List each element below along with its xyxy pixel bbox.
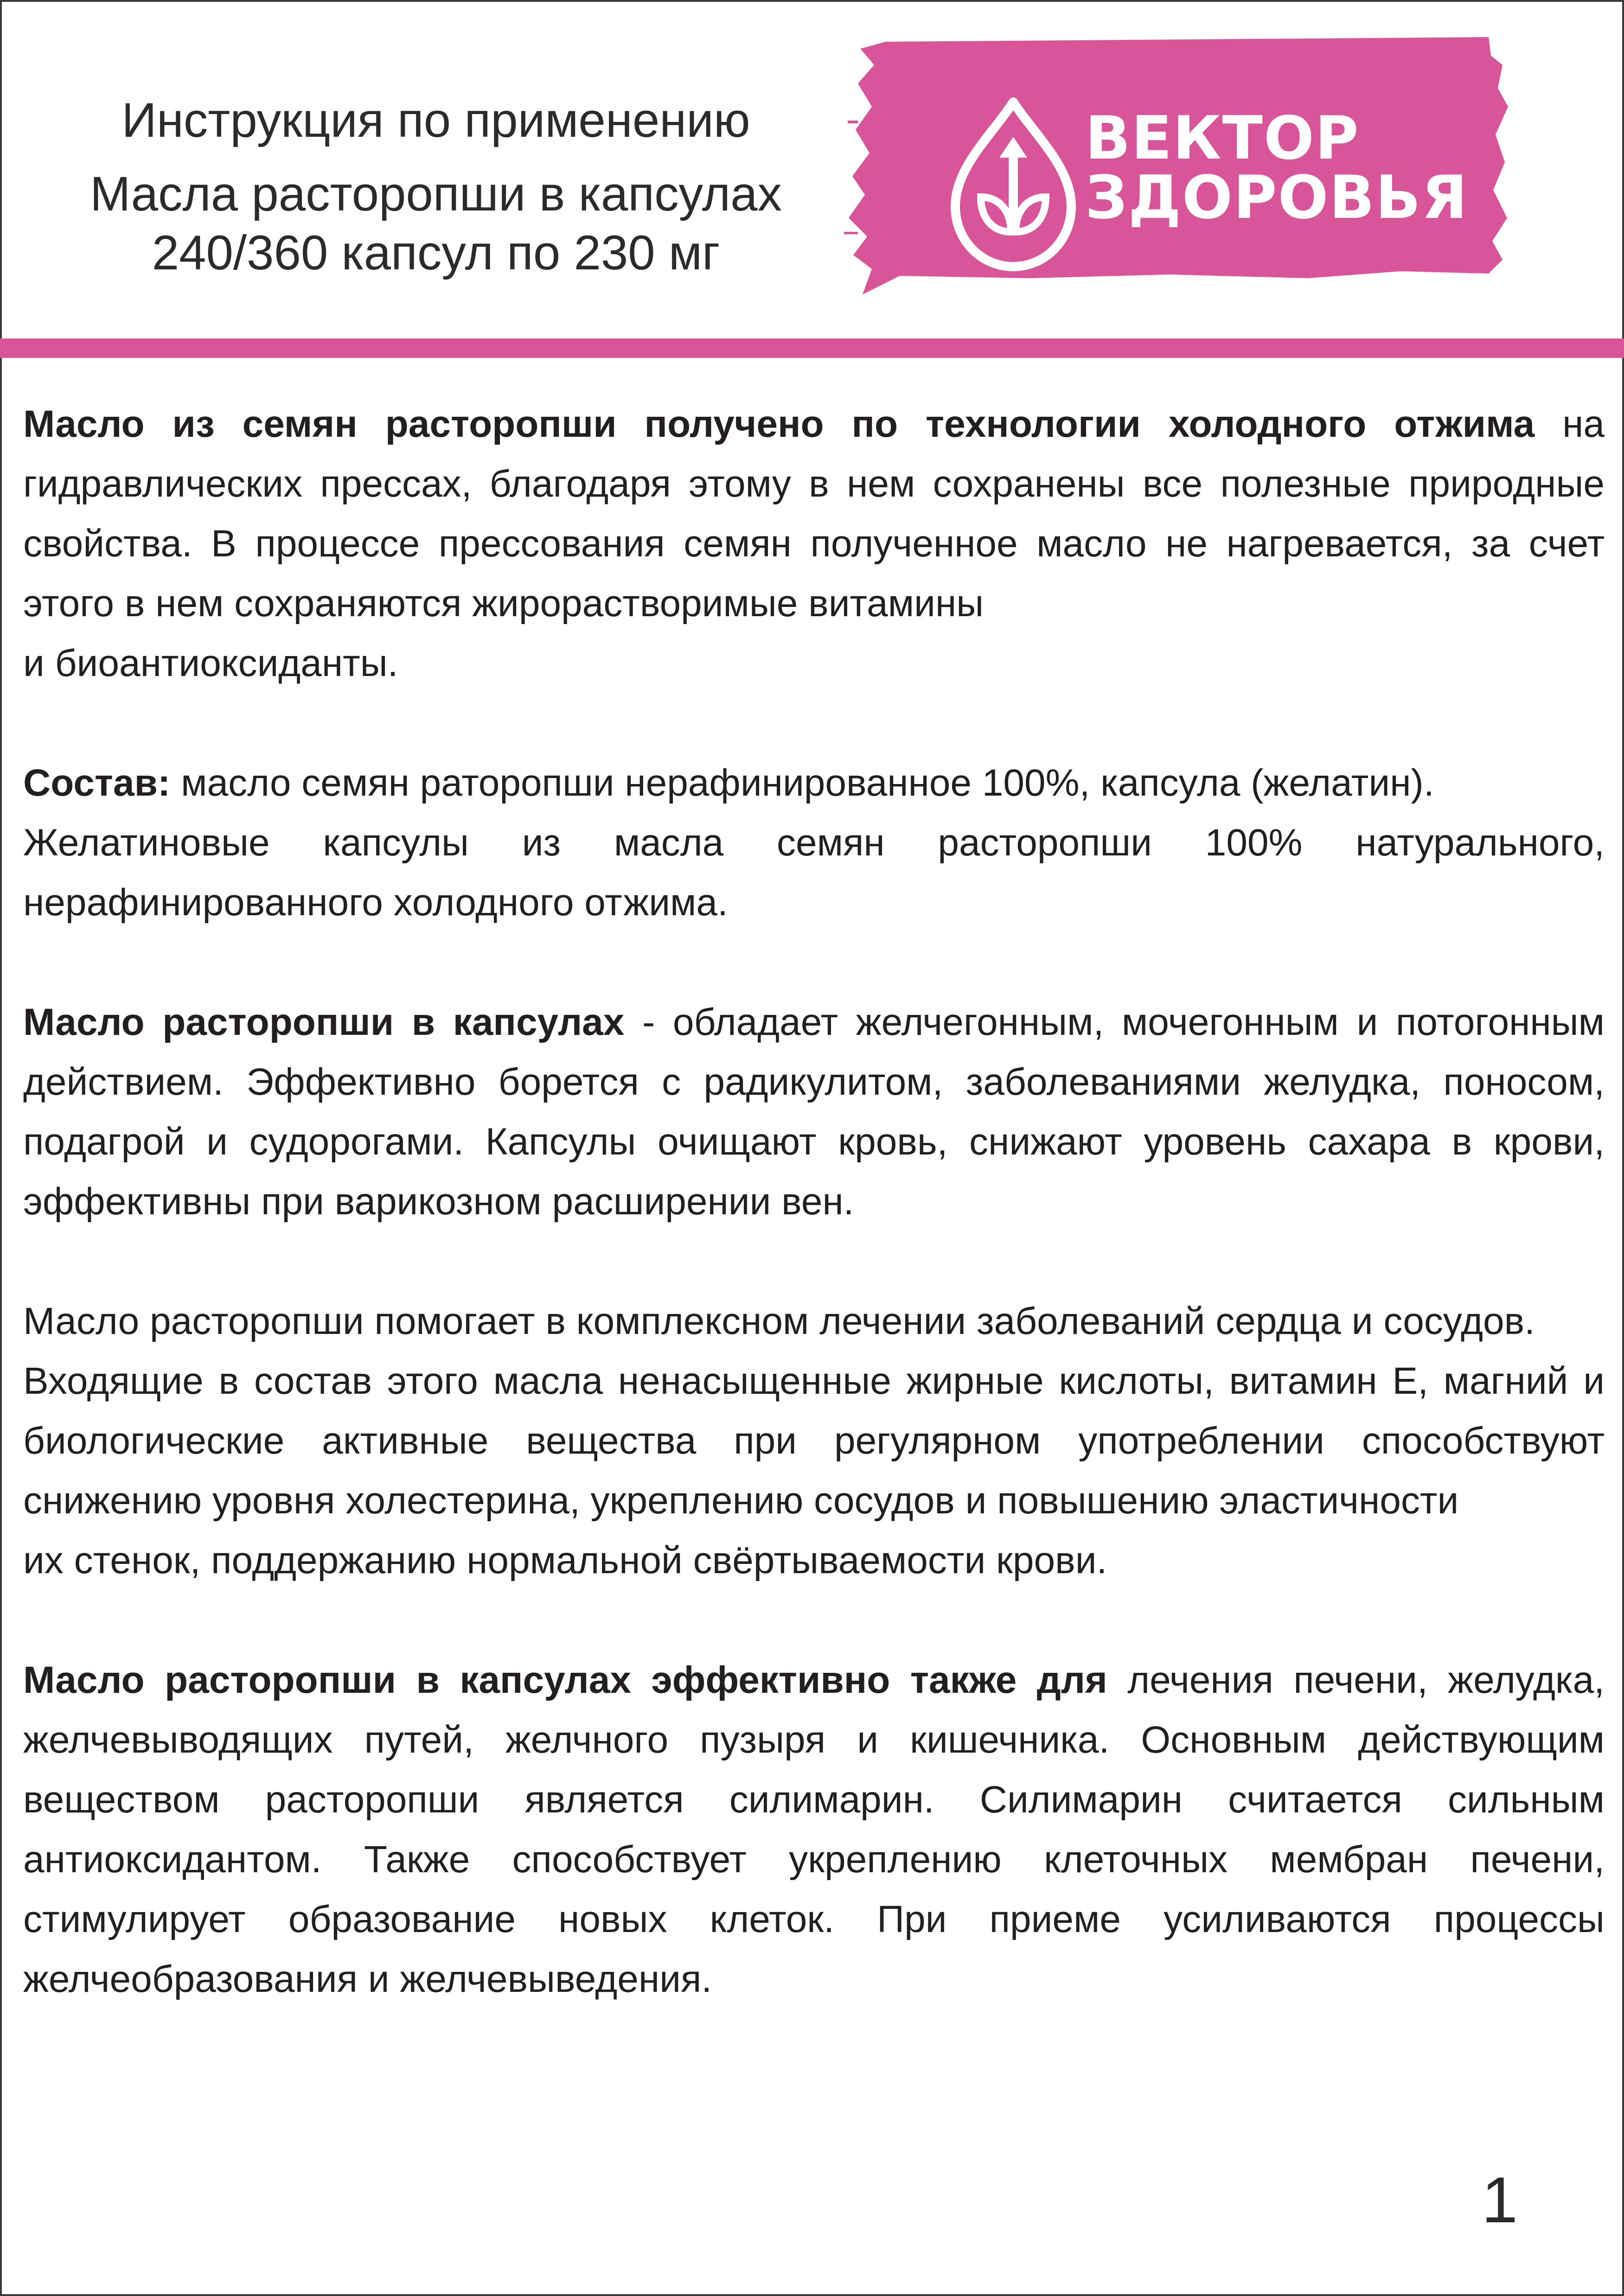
brand-name <box>1085 104 1469 232</box>
header-divider <box>0 338 1624 358</box>
drop-leaf-arrow-icon <box>937 93 1090 278</box>
product-package: 240/360 капсул по 230 мг <box>152 226 720 280</box>
paragraph-heart: Масло расторопши помогает в комплексном лечении заболеваний сердца и сосудов. <box>23 1300 1535 1342</box>
paragraph-production <box>23 394 1605 633</box>
paragraph-liver <box>23 1650 1605 2009</box>
paragraph-production-tail: и биоантиоксиданты. <box>23 642 398 684</box>
paragraph-composition-bold: Состав: <box>23 762 171 804</box>
brand-logo <box>844 37 1512 297</box>
brand-name-line1: ВЕКТОР <box>1085 104 1360 173</box>
document-title: Инструкция по применению <box>121 93 750 147</box>
product-name: Масла расторопши в капсулах <box>90 167 782 221</box>
paragraph-production-text: на гидравлических прессах, благодаря этому в нем сохранены все полезные природные свойства. В процессе прессования семян полученное масло не нагревается, за счет этого в нем сохраняются жирорастворимые витамины <box>23 403 1605 625</box>
paragraph-composition <box>23 753 1605 813</box>
paragraph-capsules: Желатиновые капсулы из масла семян расторопши 100% натурального, нерафинированного холодного отжима. <box>23 822 1605 924</box>
paragraph-action-text: - обладает желчегонным, мочегонным и потогонным действием. Эффективно борется с радикулитом, заболеваниями желудка, поносом, подагрой и судорогами. Капсулы очищают кровь, снижают уровень сахара в крови, эффективны при варикозном расширении вен. <box>23 1001 1605 1223</box>
paragraph-production-bold: Масло из семян расторопши получено по технологии холодного отжима <box>23 403 1535 445</box>
paragraph-liver-text: лечения печени, желудка, желчевыводящих путей, желчного пузыря и кишечника. Основным действующим веществом расторопши является силимарин. Силимарин считается сильным антиоксидантом. Также способствует укреплению клеточных мембран печени, стимулирует образование новых клеток. При приеме усиливаются процессы желчеобразования и желчевыведения. <box>23 1659 1605 2000</box>
paragraph-acids: Входящие в состав этого масла ненасыщенные жирные кислоты, витамин Е, магний и биологические активные вещества при регулярном употреблении способствуют снижению уровня холестерина, укреплению сосудов и повышению эластичности <box>23 1360 1605 1522</box>
paragraph-liver-bold: Масло расторопши в капсулах эффективно также для <box>23 1659 1107 1701</box>
document-header <box>42 86 830 282</box>
page-number: 1 <box>1482 2163 1518 2236</box>
brand-name-line2: ЗДОРОВЬЯ <box>1085 163 1469 232</box>
paragraph-composition-text: масло семян раторопши нерафинированное 100%, капсула (желатин). <box>170 762 1434 804</box>
document-body <box>23 394 1605 2009</box>
paragraph-action-bold: Масло расторопши в капсулах <box>23 1001 625 1043</box>
paragraph-action <box>23 992 1605 1231</box>
paragraph-acids-tail: их стенок, поддержанию нормальной свёртываемости крови. <box>23 1539 1107 1582</box>
